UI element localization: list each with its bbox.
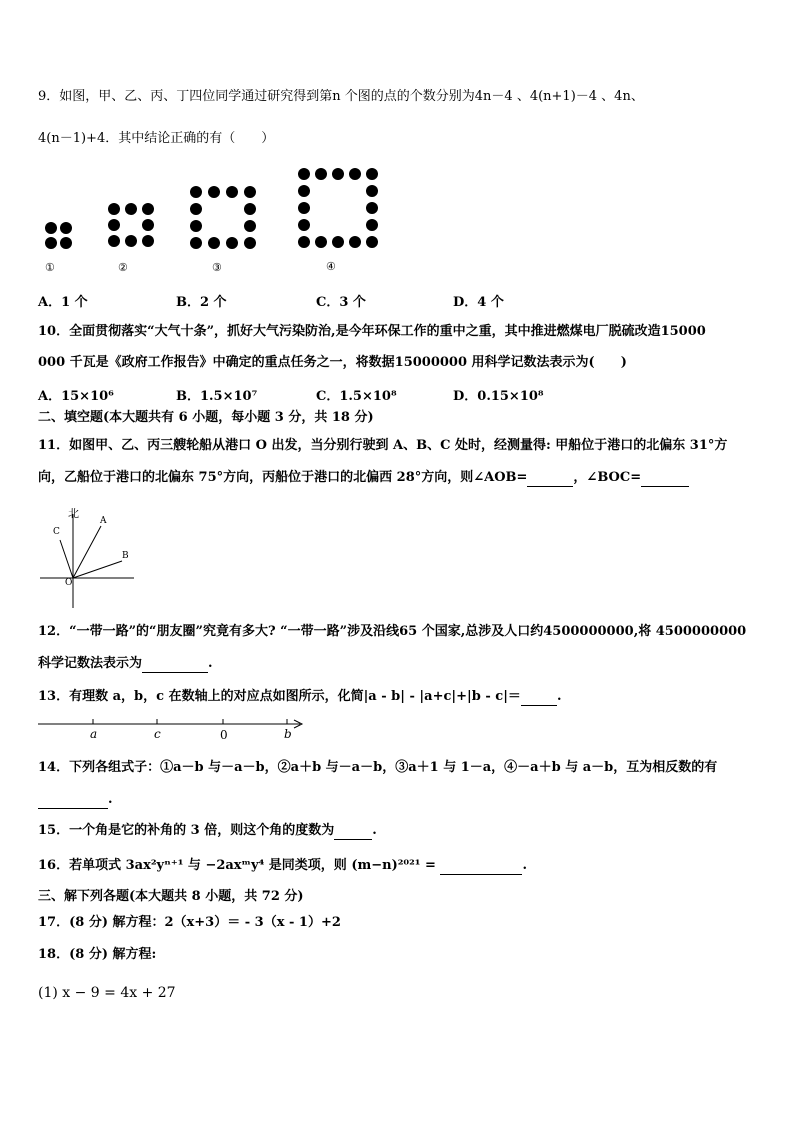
figure-dot bbox=[142, 203, 154, 215]
figure-dot bbox=[315, 168, 327, 180]
figure-dot bbox=[244, 237, 256, 249]
point-b-label: B bbox=[122, 551, 129, 561]
figure-dot bbox=[298, 185, 310, 197]
q16-line bbox=[38, 857, 527, 875]
figure-dot bbox=[108, 235, 120, 247]
figure-label-1: ① bbox=[45, 261, 55, 274]
answer-blank-q16[interactable] bbox=[440, 860, 522, 875]
figure-dot bbox=[298, 168, 310, 180]
q14-line1: 14．下列各组式子：①a－b 与－a－b，②a＋b 与－a－b，③a＋1 与 1－a，④－a＋b 与 a－b，互为相反数的有 bbox=[38, 760, 718, 775]
q16-text-end: . bbox=[522, 858, 527, 873]
point-c-label: C bbox=[53, 527, 60, 537]
q12-text-a: 科学记数法表示为 bbox=[38, 656, 143, 671]
q15-text: 15．一个角是它的补角的 3 倍，则这个角的度数为 bbox=[38, 823, 335, 838]
q15-text-end: . bbox=[372, 823, 377, 838]
axis-label-b: b bbox=[284, 727, 292, 741]
q14-line2 bbox=[38, 791, 113, 809]
figure-dot bbox=[226, 186, 238, 198]
figure-dot bbox=[142, 235, 154, 247]
figure-dot bbox=[244, 220, 256, 232]
section-3-heading: 三、解下列各题(本大题共 8 小题，共 72 分) bbox=[38, 889, 304, 904]
answer-blank-q12[interactable] bbox=[142, 658, 208, 673]
figure-dot bbox=[244, 203, 256, 215]
figure-dot bbox=[366, 185, 378, 197]
figure-dot bbox=[45, 237, 57, 249]
answer-blank-q13[interactable] bbox=[521, 691, 557, 706]
figure-dot bbox=[244, 186, 256, 198]
figure-label-3: ③ bbox=[212, 261, 222, 274]
q14-text-end: . bbox=[108, 792, 113, 807]
figure-dot bbox=[142, 219, 154, 231]
answer-blank-boc[interactable] bbox=[641, 472, 689, 487]
answer-blank-q14[interactable] bbox=[38, 794, 108, 809]
figure-dot bbox=[125, 203, 137, 215]
q17-line: 17．(8 分) 解方程：2（x+3）＝ - 3（x - 1）+2 bbox=[38, 915, 341, 930]
q11-line1: 11．如图甲、乙、丙三艘轮船从港口 O 出发，当分别行驶到 A、B、C 处时，经测量得: 甲船位于港口的北偏东 31°方 bbox=[38, 438, 728, 453]
answer-blank-q15[interactable] bbox=[334, 825, 372, 840]
number-line bbox=[38, 716, 308, 740]
q11-text-a: 向，乙船位于港口的北偏东 75°方向，丙船位于港口的北偏西 28°方向，则∠AOB= bbox=[38, 470, 528, 485]
q9-option-a: A．1 个 bbox=[38, 295, 88, 310]
axis-label-zero: 0 bbox=[220, 728, 228, 742]
figure-dot bbox=[60, 222, 72, 234]
q10-line2: 000 千瓦是《政府工作报告》中确定的重点任务之一，将数据15000000 用科学记数法表示为( ) bbox=[38, 355, 627, 370]
figure-dot bbox=[366, 219, 378, 231]
figure-dot bbox=[366, 202, 378, 214]
figure-dot bbox=[349, 168, 361, 180]
q16-text: 16．若单项式 3ax²yⁿ⁺¹ 与 −2axᵐy⁴ 是同类项，则 (m−n)²⁰²¹ = bbox=[38, 858, 441, 873]
figure-dot bbox=[315, 236, 327, 248]
q15-line bbox=[38, 822, 377, 840]
figure-dot bbox=[298, 236, 310, 248]
figure-dot bbox=[366, 168, 378, 180]
figure-dot bbox=[208, 237, 220, 249]
figure-dot bbox=[298, 202, 310, 214]
q11-text-b: ，∠BOC= bbox=[573, 470, 642, 485]
figure-dot bbox=[190, 237, 202, 249]
q10-option-b: B．1.5×10⁷ bbox=[176, 389, 258, 404]
q9-option-b: B．2 个 bbox=[176, 295, 227, 310]
axis-label-c: c bbox=[154, 727, 161, 741]
figure-dot bbox=[208, 186, 220, 198]
q13-line bbox=[38, 688, 561, 706]
q10-option-d: D．0.15×10⁸ bbox=[453, 389, 544, 404]
north-label: 北 bbox=[68, 507, 79, 520]
figure-label-4: ④ bbox=[326, 260, 336, 273]
q13-text: 13．有理数 a，b，c 在数轴上的对应点如图所示，化简|a - b| - |a+c|+|b - c|＝ bbox=[38, 689, 521, 704]
section-2-heading: 二、填空题(本大题共有 6 小题，每小题 3 分，共 18 分) bbox=[38, 410, 374, 425]
figure-dot bbox=[125, 235, 137, 247]
q11-line2 bbox=[38, 469, 689, 487]
figure-dot bbox=[108, 219, 120, 231]
figure-dot bbox=[332, 236, 344, 248]
q9-line1: 9．如图，甲、乙、丙、丁四位同学通过研究得到第n 个图的点的个数分别为4n－4 、4(n+1)－4 、4n、 bbox=[38, 89, 644, 104]
q10-option-c: C．1.5×10⁸ bbox=[316, 389, 397, 404]
answer-blank-aob[interactable] bbox=[527, 472, 573, 487]
q18-sub1: (1) x − 9 = 4x + 27 bbox=[38, 985, 176, 1001]
q10-option-a: A．15×10⁶ bbox=[38, 389, 114, 404]
q12-line1: 12．“一带一路”的“朋友圈”究竟有多大? “一带一路”涉及沿线65 个国家,总涉及人口约4500000000,将 4500000000 bbox=[38, 624, 747, 639]
figure-label-2: ② bbox=[118, 261, 128, 274]
figure-dot bbox=[190, 220, 202, 232]
figure-dot bbox=[45, 222, 57, 234]
figure-dot bbox=[366, 236, 378, 248]
figure-dot bbox=[332, 168, 344, 180]
figure-dot bbox=[190, 203, 202, 215]
figure-dot bbox=[60, 237, 72, 249]
figure-dot bbox=[190, 186, 202, 198]
q9-option-c: C．3 个 bbox=[316, 295, 366, 310]
figure-dot bbox=[108, 203, 120, 215]
point-a-label: A bbox=[100, 516, 107, 526]
q13-text-end: . bbox=[556, 689, 562, 704]
q12-text-b: . bbox=[208, 656, 213, 671]
q9-option-d: D．4 个 bbox=[453, 295, 504, 310]
q12-line2 bbox=[38, 655, 213, 673]
origin-o-label: O bbox=[65, 578, 73, 588]
axis-label-a: a bbox=[90, 727, 98, 741]
q18-title: 18．(8 分) 解方程: bbox=[38, 947, 157, 962]
figure-dot bbox=[226, 237, 238, 249]
q10-line1: 10．全面贯彻落实“大气十条”，抓好大气污染防治,是今年环保工作的重中之重，其中推进燃煤电厂脱硫改造15000 bbox=[38, 324, 706, 339]
q9-line2: 4(n－1)+4．其中结论正确的有（ ） bbox=[38, 131, 275, 146]
figure-dot bbox=[349, 236, 361, 248]
compass-diagram bbox=[30, 500, 150, 615]
figure-dot bbox=[298, 219, 310, 231]
